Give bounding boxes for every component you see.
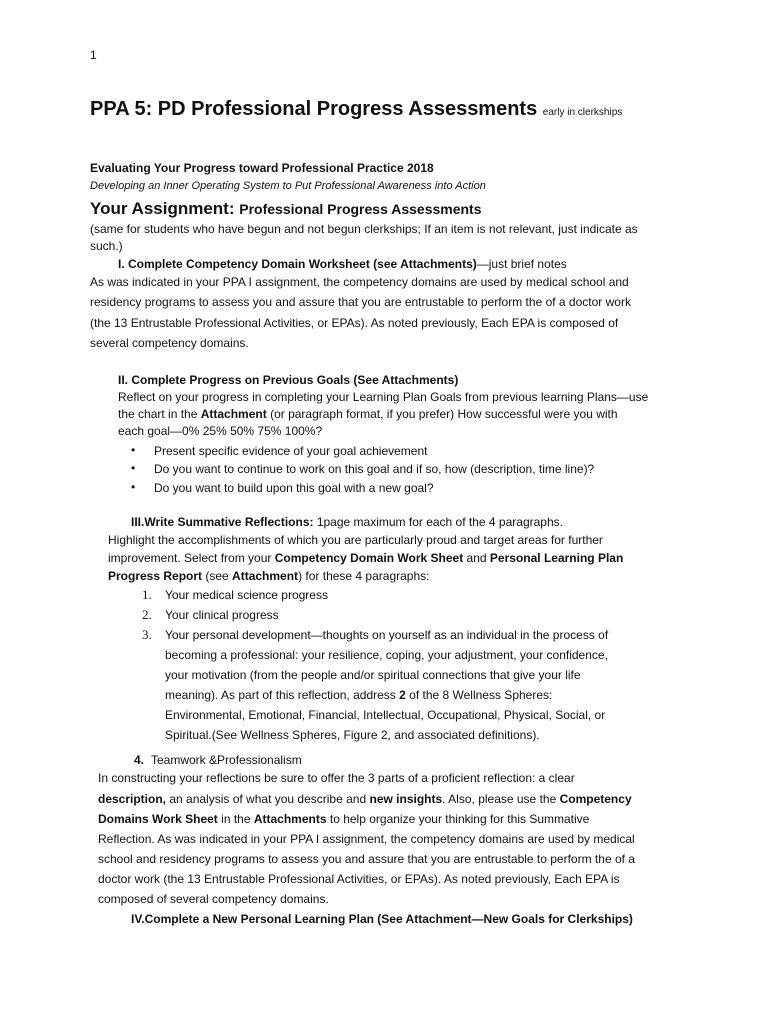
title-main: PPA 5: PD Professional Progress Assessments [90, 98, 538, 120]
assignment-heading [90, 199, 482, 219]
page-number: 1 [90, 48, 97, 62]
section2-bullet: Do you want to continue to work on this goal and if so, how (description, time line)? [154, 462, 595, 476]
section2-bullet: Do you want to build upon this goal with a new goal? [154, 481, 434, 495]
list-number: 1. [142, 587, 152, 602]
closing-line: description, an analysis of what you describe and new insights. Also, please use the Competency [98, 792, 632, 806]
attachment-ref: Attachment [200, 407, 267, 421]
section3-line-text: ) for these 4 paragraphs: [298, 569, 430, 583]
section1-line: several competency domains. [90, 336, 249, 350]
section3-heading [131, 514, 563, 531]
list-item-line: becoming a professional: your resilience, coping, your adjustment, your confidence, [165, 648, 608, 662]
closing-line: Domains Work Sheet in the Attachments to help organize your thinking for this Summative [98, 812, 590, 826]
section2-heading [118, 372, 458, 389]
section2-line: Reflect on your progress in completing your Learning Plan Goals from previous learning Plans—use [118, 390, 649, 404]
section2-line [118, 406, 618, 423]
list-item-line: meaning). As part of this reflection, address 2 of the 8 Wellness Spheres: [165, 688, 553, 702]
document-title [90, 98, 622, 121]
section3-line: Highlight the accomplishments of which you are particularly proud and target areas for further [108, 533, 603, 547]
section2-bullet: Present specific evidence of your goal achievement [154, 444, 428, 458]
learning-plan-ref: Personal Learning Plan [489, 551, 624, 565]
section3-heading-bold: III.Write Summative Reflections: [131, 515, 317, 529]
assignment-label: Your Assignment: [90, 199, 235, 218]
evaluating-heading: Evaluating Your Progress toward Professional Practice 2018 [90, 161, 434, 175]
list-number: 3. [142, 627, 152, 642]
list-number: 2. [142, 607, 152, 622]
section1-line: residency programs to assess you and assure that you are entrustable to perform the of a doctor work [90, 295, 631, 309]
list-number: 4. [134, 753, 145, 767]
worksheet-ref: Competency Domain Work Sheet [274, 551, 464, 565]
progress-report-ref: Progress Report [108, 569, 203, 583]
section1-heading [118, 256, 567, 273]
list-item-line: your motivation (from the people and/or spiritual connections that give your life [165, 668, 581, 682]
list-item: Your personal development—thoughts on yourself as an individual in the process of [165, 628, 609, 642]
closing-line: Reflection. As was indicated in your PPA I assignment, the competency domains are used by medical [98, 832, 635, 846]
title-small: early in clerkships [542, 107, 623, 118]
closing-line: composed of several competency domains. [98, 892, 329, 906]
section1-line: (the 13 Entrustable Professional Activities, or EPAs). As noted previously, Each EPA is composed of [90, 316, 619, 330]
closing-line: doctor work (the 13 Entrustable Professional Activities, or EPAs). As noted previously, Each EPA is [98, 872, 620, 886]
list-item-line: Spiritual.(See Wellness Spheres, Figure 2, and associated definitions). [165, 728, 540, 742]
assignment-note-line: such.) [90, 239, 123, 253]
closing-line: school and residency programs to assess you and assure that you are entrustable to perform the of a [98, 852, 635, 866]
section1-heading-bold: I. Complete Competency Domain Worksheet (see Attachments) [118, 257, 477, 271]
bullet-glyph: • [131, 443, 136, 457]
section3-heading-tail: 1page maximum for each of the 4 paragraphs. [316, 515, 563, 529]
assignment-sub: Professional Progress Assessments [239, 201, 482, 217]
section2-line: each goal—0% 25% 50% 75% 100%? [118, 424, 323, 438]
list-item: Your clinical progress [165, 608, 279, 622]
section3-line-text: (see [202, 569, 233, 583]
section3-line-text: and [463, 551, 490, 565]
section2-line-text: (or paragraph format, if you prefer) How successful were you with [266, 407, 618, 421]
bullet-glyph: • [131, 461, 136, 475]
bullet-glyph: • [131, 480, 136, 494]
closing-line: In constructing your reflections be sure to offer the 3 parts of a proficient reflection: a clear [98, 771, 575, 785]
list-item-line: Environmental, Emotional, Financial, Intellectual, Occupational, Physical, Social, or [165, 708, 606, 722]
section2-line-text: the chart in the [118, 407, 201, 421]
section3-line-text: improvement. Select from your [108, 551, 275, 565]
developing-subheading: Developing an Inner Operating System to Put Professional Awareness into Action [90, 180, 486, 192]
section2-heading-text: II. Complete Progress on Previous Goals (See Attachments) [118, 373, 459, 387]
section3-line [108, 568, 429, 585]
section1-line: As was indicated in your PPA I assignment, the competency domains are used by medical school and [90, 275, 629, 289]
section4-heading: IV.Complete a New Personal Learning Plan (See Attachment—New Goals for Clerkships) [131, 912, 633, 926]
list-item: Your medical science progress [165, 588, 328, 602]
attachment-ref: Attachment [232, 569, 299, 583]
section1-heading-tail: —just brief notes [476, 257, 567, 271]
assignment-note-line: (same for students who have begun and not begun clerkships; If an item is not relevant, just indicate as [90, 222, 638, 236]
list-item: Teamwork &Professionalism [151, 753, 302, 767]
section3-line [108, 550, 623, 567]
